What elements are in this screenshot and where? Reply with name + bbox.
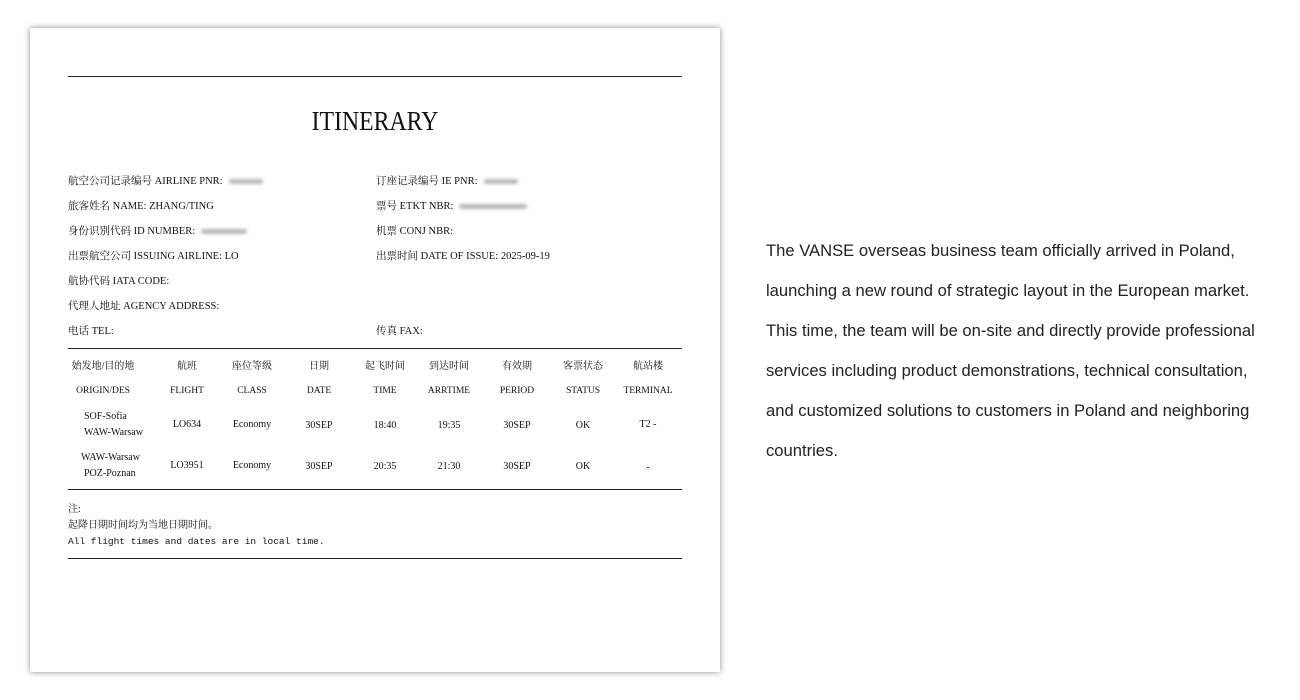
redacted-value — [484, 179, 518, 184]
row1-date: 30SEP — [305, 420, 333, 431]
note-cn: 起降日期时间均为当地日期时间。 — [68, 520, 218, 531]
table-bottom-rule — [68, 489, 682, 490]
airline-pnr-label: 航空公司记录编号 AIRLINE PNR: — [68, 176, 223, 187]
header-status-cn: 客票状态 — [563, 361, 603, 372]
row1-arrtime: 19:35 — [437, 420, 461, 431]
header-status-en: STATUS — [565, 386, 601, 396]
top-rule — [68, 76, 682, 77]
fax-field: 传真 FAX: — [376, 326, 423, 337]
row1-class: Economy — [232, 419, 272, 430]
row2-time: 20:35 — [373, 461, 397, 472]
redacted-value — [229, 179, 263, 184]
document-title: ITINERARY — [311, 106, 439, 136]
issuing-airline-field: 出票航空公司 ISSUING AIRLINE: LO — [68, 251, 239, 262]
header-time-cn: 起飞时间 — [365, 361, 405, 372]
row2-date: 30SEP — [305, 461, 333, 472]
announcement-line: This time, the team will be on-site and directly provide professional — [766, 321, 1255, 340]
row2-arrtime: 21:30 — [437, 461, 461, 472]
passenger-name-field: 旅客姓名 NAME: ZHANG/TING — [68, 201, 214, 212]
row1-time: 18:40 — [373, 420, 397, 431]
row2-period: 30SEP — [503, 461, 531, 472]
iata-code-field: 航协代码 IATA CODE: — [68, 276, 170, 287]
header-flight-cn: 航班 — [177, 361, 197, 372]
announcement-line: and customized solutions to customers in Poland and neighboring — [766, 401, 1250, 420]
ie-pnr-label: 订座记录编号 IE PNR: — [376, 176, 478, 187]
row1-origin: SOF-Sofia — [84, 411, 127, 422]
header-class-cn: 座位等级 — [232, 361, 272, 372]
header-origin-cn: 始发地/目的地 — [71, 361, 135, 372]
row1-period: 30SEP — [503, 420, 531, 431]
header-class-en: CLASS — [237, 386, 267, 396]
ie-pnr-field — [376, 175, 518, 188]
table-top-rule — [68, 348, 682, 349]
etkt-field — [376, 200, 527, 213]
header-date-cn: 日期 — [309, 361, 329, 372]
id-number-field — [68, 225, 247, 238]
row1-status: OK — [575, 420, 591, 431]
agency-address-field: 代理人地址 AGENCY ADDRESS: — [68, 301, 220, 312]
row2-class: Economy — [232, 460, 272, 471]
note-label: 注: — [68, 504, 81, 515]
announcement-text — [766, 231, 1281, 471]
announcement-line: The VANSE overseas business team officially arrived in Poland, — [766, 241, 1235, 260]
row1-flight: LO634 — [172, 419, 202, 430]
note-en: All flight times and dates are in local time. — [68, 536, 325, 547]
redacted-value — [459, 204, 527, 209]
airline-pnr-field — [68, 175, 263, 188]
header-date-en: DATE — [306, 386, 332, 396]
redacted-value — [201, 229, 247, 234]
header-period-en: PERIOD — [499, 386, 535, 396]
row2-terminal: - — [646, 462, 650, 473]
header-terminal-en: TERMINAL — [623, 386, 673, 396]
id-number-label: 身份识别代码 ID NUMBER: — [68, 226, 196, 237]
header-time-en: TIME — [373, 386, 397, 396]
conj-nbr-field: 机票 CONJ NBR: — [376, 226, 454, 237]
itinerary-document — [30, 28, 720, 672]
header-period-cn: 有效期 — [502, 361, 532, 372]
announcement-line: countries. — [766, 441, 838, 460]
header-arrtime-cn: 到达时间 — [429, 361, 469, 372]
header-origin-en: ORIGIN/DES — [76, 386, 130, 396]
tel-field: 电话 TEL: — [68, 326, 114, 337]
row2-origin: WAW-Warsaw — [81, 452, 140, 463]
row2-status: OK — [575, 461, 591, 472]
header-flight-en: FLIGHT — [170, 386, 204, 396]
announcement-line: services including product demonstrations, technical consultation, — [766, 361, 1248, 380]
bottom-rule — [68, 558, 682, 559]
row2-flight: LO3951 — [170, 460, 204, 471]
row2-dest: POZ-Poznan — [84, 468, 136, 479]
header-terminal-cn: 航站楼 — [633, 361, 663, 372]
date-of-issue-field: 出票时间 DATE OF ISSUE: 2025-09-19 — [376, 251, 550, 262]
header-arrtime-en: ARRTIME — [427, 386, 471, 396]
row1-dest: WAW-Warsaw — [84, 427, 143, 438]
etkt-label: 票号 ETKT NBR: — [376, 201, 454, 212]
row1-terminal: T2 - — [639, 419, 657, 430]
announcement-line: launching a new round of strategic layout in the European market. — [766, 281, 1250, 300]
